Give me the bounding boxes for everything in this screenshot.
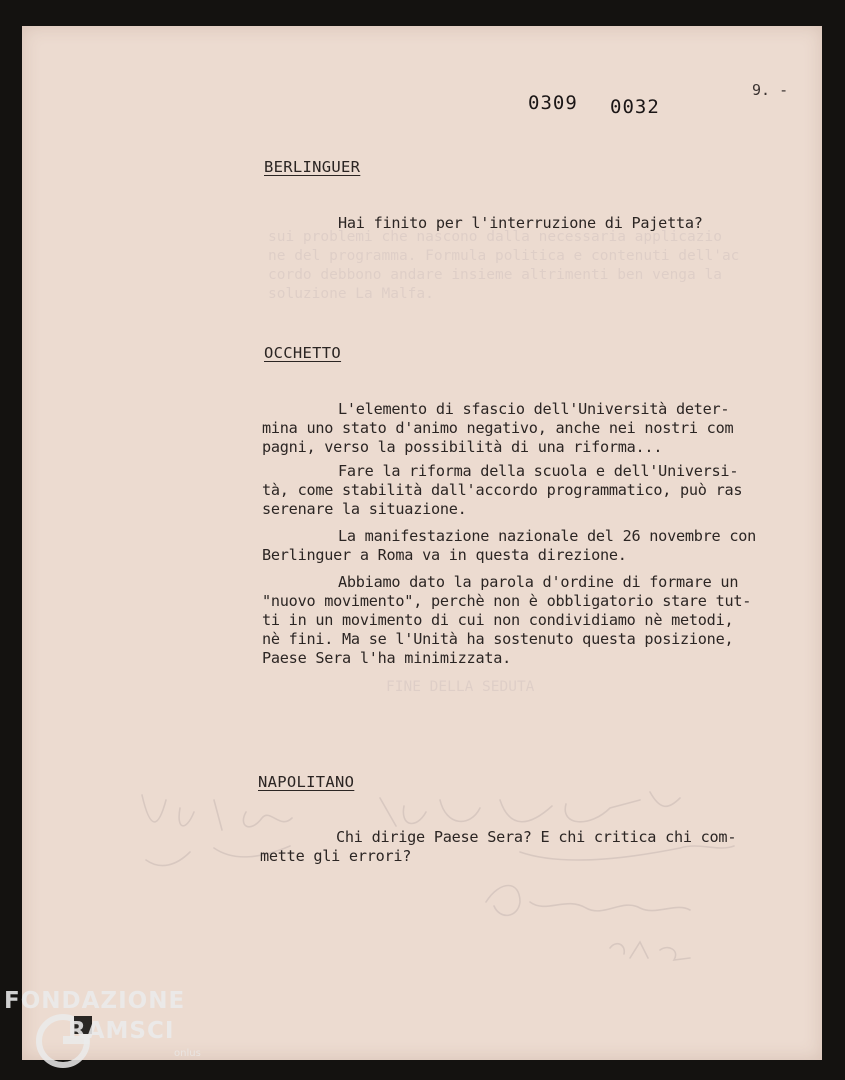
occhetto-p4-line-3: ti in un movimento di cui non condividiamo nè metodi, [262,611,734,629]
occhetto-p2-line-3: serenare la situazione. [262,500,467,518]
napolitano-line-1: Chi dirige Paese Sera? E chi critica chi com- [336,828,737,846]
speaker-heading-occhetto: OCCHETTO [264,344,342,362]
napolitano-line-2: mette gli errori? [260,847,412,865]
occhetto-p1-line-3: pagni, verso la possibilità di una riforma... [262,438,663,456]
occhetto-p1-line-2: mina uno stato d'animo negativo, anche nei nostri com [262,419,734,437]
archive-code-part1: 0309 [528,92,578,114]
watermark-line-2: RAMSCI [68,1018,175,1044]
occhetto-p2-line-1: Fare la riforma della scuola e dell'Universi- [338,462,739,480]
occhetto-p1-line-1: L'elemento di sfascio dell'Università deter- [338,400,730,418]
watermark-line-1: FONDAZIONE [4,988,186,1014]
speaker-heading-berlinguer: BERLINGUER [264,158,361,176]
occhetto-p4-line-2: "nuovo movimento", perchè non è obbligatorio stare tut- [262,592,752,610]
fondazione-gramsci-watermark [4,988,219,1076]
occhetto-p2-line-2: tà, come stabilità dall'accordo programmatico, può ras [262,481,743,499]
archive-code-part2: 0032 [610,96,660,118]
occhetto-p4-line-4: nè fini. Ma se l'Unità ha sostenuto questa posizione, [262,630,734,648]
occhetto-p3-line-2: Berlinguer a Roma va in questa direzione. [262,546,627,564]
occhetto-p3-line-1: La manifestazione nazionale del 26 novembre con [338,527,757,545]
page-number: 9. - [752,81,789,99]
occhetto-p4-line-1: Abbiamo dato la parola d'ordine di formare un [338,573,739,591]
speaker-heading-napolitano: NAPOLITANO [258,773,355,791]
berlinguer-line-1: Hai finito per l'interruzione di Pajetta? [338,214,703,232]
occhetto-p4-line-5: Paese Sera l'ha minimizzata. [262,649,512,667]
watermark-suffix: onlus [174,1048,201,1059]
